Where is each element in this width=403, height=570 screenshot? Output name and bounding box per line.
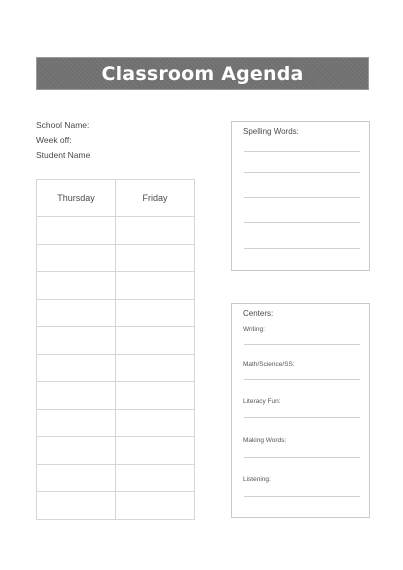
- center-line-listening[interactable]: [244, 496, 360, 497]
- spelling-word-line[interactable]: [244, 248, 360, 249]
- schedule-row: [37, 217, 195, 245]
- center-line-literacy[interactable]: [244, 417, 360, 418]
- schedule-cell[interactable]: [116, 492, 195, 520]
- center-line-making-words[interactable]: [244, 457, 360, 458]
- center-label-making-words: Making Words:: [243, 437, 287, 444]
- schedule-cell[interactable]: [116, 217, 195, 245]
- page-title: Classroom Agenda: [101, 62, 304, 85]
- schedule-row: [37, 354, 195, 382]
- centers-box: [231, 303, 370, 518]
- schedule-cell[interactable]: [37, 299, 116, 327]
- schedule-cell[interactable]: [116, 272, 195, 300]
- spelling-word-line[interactable]: [244, 172, 360, 173]
- schedule-cell[interactable]: [37, 437, 116, 465]
- schedule-cell[interactable]: [116, 354, 195, 382]
- schedule-cell[interactable]: [37, 492, 116, 520]
- schedule-row: [37, 409, 195, 437]
- schedule-body: [37, 217, 195, 520]
- schedule-row: [37, 464, 195, 492]
- schedule-cell[interactable]: [37, 464, 116, 492]
- spelling-word-line[interactable]: [244, 197, 360, 198]
- school-name-label: School Name:: [36, 120, 90, 130]
- title-banner: [36, 57, 369, 90]
- schedule-cell[interactable]: [37, 244, 116, 272]
- schedule-cell[interactable]: [37, 327, 116, 355]
- spelling-words-heading: Spelling Words:: [243, 127, 299, 136]
- schedule-row: [37, 244, 195, 272]
- schedule-row: [37, 437, 195, 465]
- schedule-cell[interactable]: [37, 409, 116, 437]
- schedule-row: [37, 382, 195, 410]
- center-label-literacy: Literacy Fun:: [243, 398, 281, 405]
- schedule-cell[interactable]: [116, 382, 195, 410]
- column-header-friday: Friday: [116, 180, 195, 217]
- schedule-row: [37, 272, 195, 300]
- schedule-cell[interactable]: [116, 464, 195, 492]
- schedule-row: [37, 299, 195, 327]
- schedule-cell[interactable]: [37, 217, 116, 245]
- center-line-math-science[interactable]: [244, 379, 360, 380]
- schedule-header-row: [37, 180, 195, 217]
- center-label-writing: Writing:: [243, 326, 265, 333]
- schedule-table: [36, 179, 195, 520]
- center-label-listening: Listening:: [243, 476, 271, 483]
- spelling-words-box: [231, 121, 370, 271]
- student-name-label: Student Name: [36, 150, 91, 160]
- column-header-thursday: Thursday: [37, 180, 116, 217]
- center-label-math-science: Math/Science/SS:: [243, 361, 295, 368]
- schedule-cell[interactable]: [37, 272, 116, 300]
- schedule-cell[interactable]: [116, 409, 195, 437]
- spelling-word-line[interactable]: [244, 151, 360, 152]
- schedule-cell[interactable]: [37, 382, 116, 410]
- schedule-cell[interactable]: [37, 354, 116, 382]
- spelling-word-line[interactable]: [244, 222, 360, 223]
- center-line-writing[interactable]: [244, 344, 360, 345]
- schedule-row: [37, 327, 195, 355]
- schedule-cell[interactable]: [116, 327, 195, 355]
- week-off-label: Week off:: [36, 135, 72, 145]
- centers-heading: Centers:: [243, 309, 274, 318]
- schedule-cell[interactable]: [116, 244, 195, 272]
- schedule-row: [37, 492, 195, 520]
- schedule-cell[interactable]: [116, 437, 195, 465]
- schedule-cell[interactable]: [116, 299, 195, 327]
- student-info: [36, 118, 90, 163]
